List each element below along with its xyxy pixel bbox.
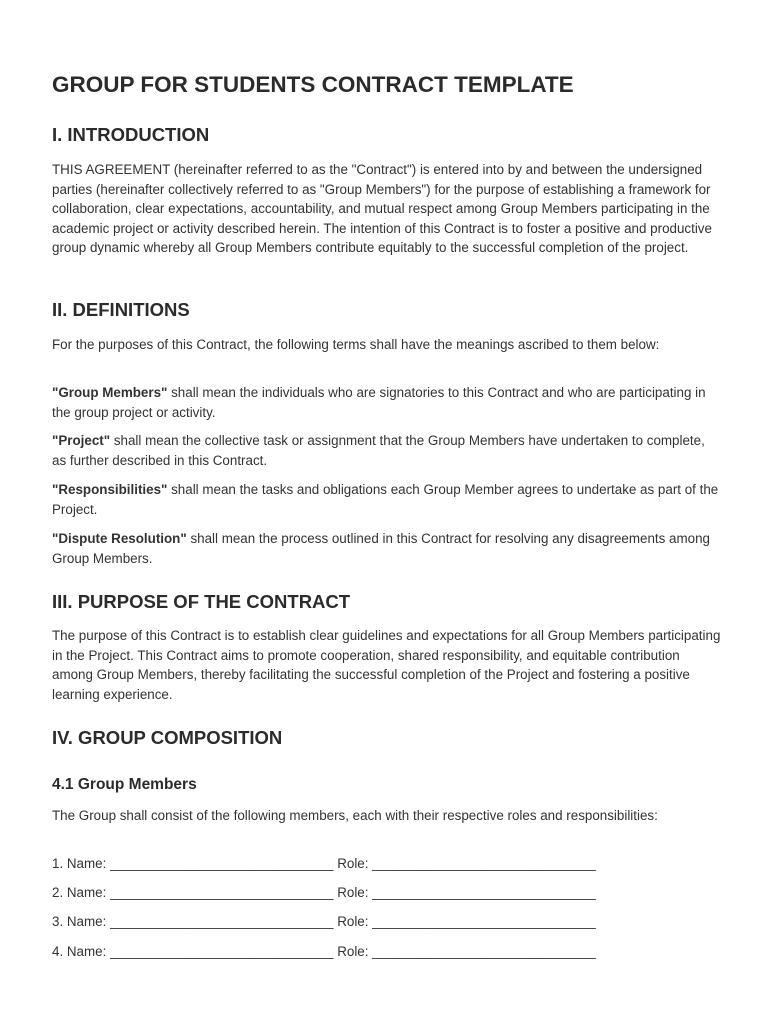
subheading-group-members: 4.1 Group Members xyxy=(52,776,197,793)
section-heading-definitions: II. DEFINITIONS xyxy=(52,299,190,320)
name-blank[interactable]: ______________________________ xyxy=(110,914,334,929)
section-heading-introduction: I. INTRODUCTION xyxy=(52,124,210,145)
name-blank[interactable]: ______________________________ xyxy=(110,856,334,871)
role-blank[interactable]: ______________________________ xyxy=(372,914,596,929)
section-heading-group-composition: IV. GROUP COMPOSITION xyxy=(52,727,283,748)
definition-term: "Project" xyxy=(52,433,111,448)
group-members-paragraph: The Group shall consist of the following members, each with their respective roles and responsibilities: xyxy=(52,808,658,823)
role-label: Role: xyxy=(337,914,369,929)
definition-text: shall mean the process outlined in this Contract for resolving any disagreements among Group Members. xyxy=(52,531,710,566)
definition-term: "Dispute Resolution" xyxy=(52,531,187,546)
definition-dispute-resolution xyxy=(52,529,722,568)
name-label: 1. Name: xyxy=(52,856,107,871)
role-label: Role: xyxy=(337,885,369,900)
name-label: 4. Name: xyxy=(52,944,107,959)
role-label: Role: xyxy=(337,856,369,871)
name-blank[interactable]: ______________________________ xyxy=(110,944,334,959)
member-row xyxy=(52,854,722,874)
role-label: Role: xyxy=(337,944,369,959)
definition-text: shall mean the individuals who are signatories to this Contract and who are participating in the group project or activity. xyxy=(52,385,706,420)
definition-project xyxy=(52,431,722,470)
section-heading-purpose: III. PURPOSE OF THE CONTRACT xyxy=(52,591,351,612)
role-blank[interactable]: ______________________________ xyxy=(372,856,596,871)
purpose-paragraph: The purpose of this Contract is to establish clear guidelines and expectations for all Group Members participating in the Project. This Contract aims to promote cooperation, shared responsibility, and equitable contribution among Group Members, thereby facilitating the successful completion of the Project and fostering a positive learning experience. xyxy=(52,628,721,702)
name-label: 2. Name: xyxy=(52,885,107,900)
definition-group-members xyxy=(52,383,722,422)
name-blank[interactable]: ______________________________ xyxy=(110,885,334,900)
role-blank[interactable]: ______________________________ xyxy=(372,944,596,959)
member-row xyxy=(52,912,722,932)
definition-term: "Responsibilities" xyxy=(52,482,168,497)
definition-term: "Group Members" xyxy=(52,385,168,400)
introduction-paragraph: THIS AGREEMENT (hereinafter referred to as the "Contract") is entered into by and between the undersigned parties (hereinafter collectively referred to as "Group Members") for the purpose of establishing a framework for collaboration, clear expectations, accountability, and mutual respect among Group Members participating in the academic project or activity described herein. The intention of this Contract is to foster a positive and productive group dynamic whereby all Group Members contribute equitably to the successful completion of the project. xyxy=(52,162,712,256)
definitions-intro: For the purposes of this Contract, the following terms shall have the meanings ascribed to them below: xyxy=(52,337,660,352)
document-title: GROUP FOR STUDENTS CONTRACT TEMPLATE xyxy=(52,72,574,97)
definition-text: shall mean the tasks and obligations each Group Member agrees to undertake as part of the Project. xyxy=(52,482,719,517)
member-row xyxy=(52,942,722,962)
role-blank[interactable]: ______________________________ xyxy=(372,885,596,900)
member-row xyxy=(52,883,722,903)
definition-responsibilities xyxy=(52,480,722,519)
name-label: 3. Name: xyxy=(52,914,107,929)
definition-text: shall mean the collective task or assignment that the Group Members have undertaken to complete, as further described in this Contract. xyxy=(52,433,705,468)
